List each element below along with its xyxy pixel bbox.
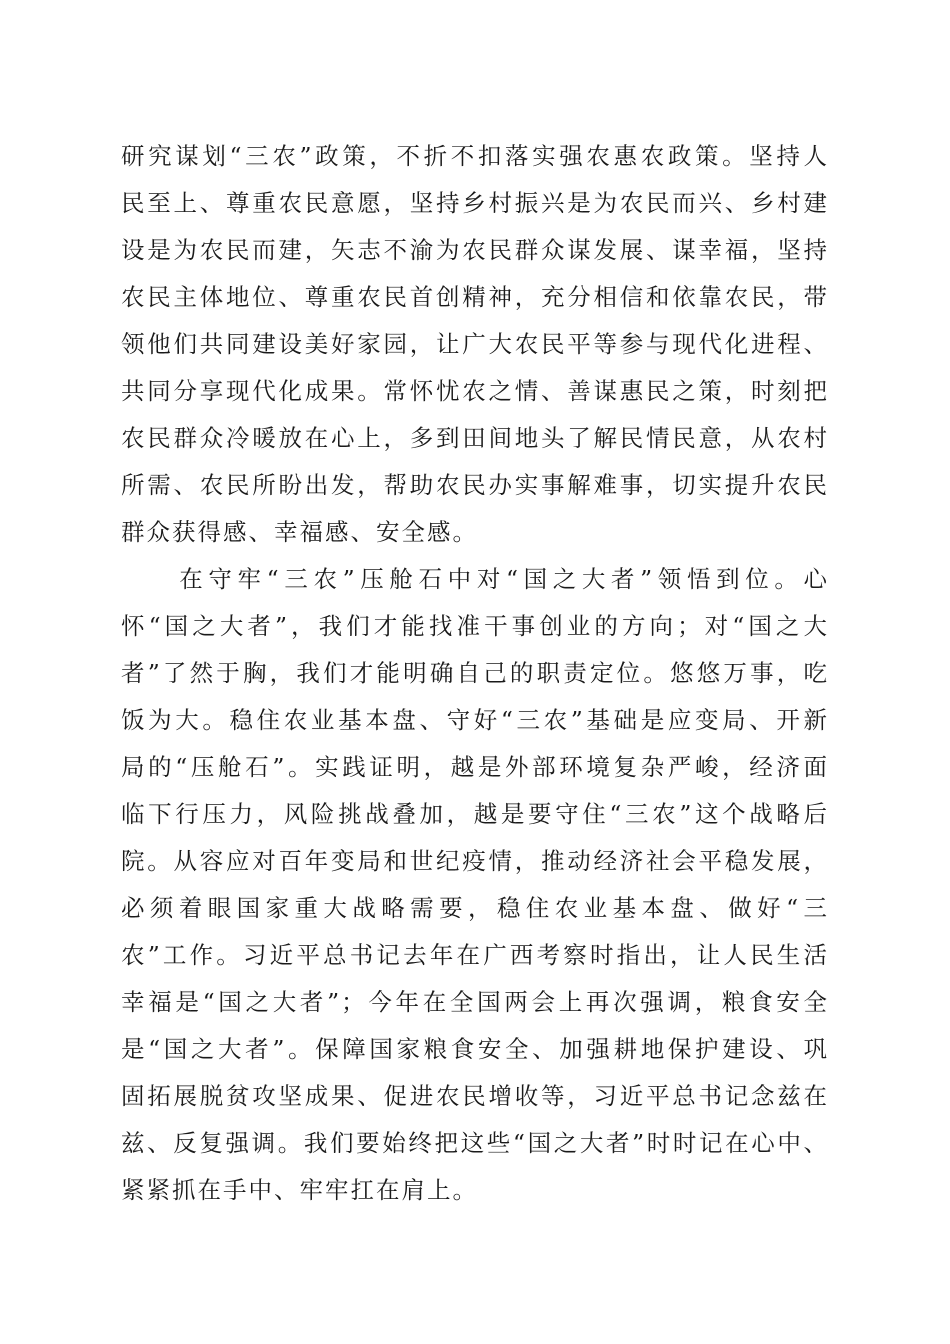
text-line: 局的“压舱石”。实践证明，越是外部环境复杂严峻，经济面 [121, 753, 829, 781]
text-line: 怀“国之大者”，我们才能找准干事创业的方向；对“国之大 [121, 612, 829, 640]
text-line: 在守牢“三农”压舱石中对“国之大者”领悟到位。心 [121, 565, 829, 593]
text-line: 幸福是“国之大者”；今年在全国两会上再次强调，粮食安全 [121, 988, 829, 1016]
text-line: 领他们共同建设美好家园，让广大农民平等参与现代化进程、 [121, 330, 829, 358]
text-line: 紧紧抓在手中、牢牢扛在肩上。 [121, 1176, 478, 1204]
text-line: 是“国之大者”。保障国家粮食安全、加强耕地保护建设、巩 [121, 1035, 829, 1063]
text-line: 农民群众冷暖放在心上，多到田间地头了解民情民意，从农村 [121, 424, 829, 452]
text-line: 民至上、尊重农民意愿，坚持乡村振兴是为农民而兴、乡村建 [121, 189, 829, 217]
text-line: 必须着眼国家重大战略需要，稳住农业基本盘、做好“三 [121, 894, 829, 922]
text-line: 设是为农民而建，矢志不渝为农民群众谋发展、谋幸福，坚持 [121, 236, 829, 264]
text-line: 兹、反复强调。我们要始终把这些“国之大者”时时记在心中、 [121, 1129, 829, 1157]
text-line: 饭为大。稳住农业基本盘、守好“三农”基础是应变局、开新 [121, 706, 829, 734]
text-line: 固拓展脱贫攻坚成果、促进农民增收等，习近平总书记念兹在 [121, 1082, 829, 1110]
document-body [121, 133, 829, 1214]
text-line: 研究谋划“三农”政策，不折不扣落实强农惠农政策。坚持人 [121, 142, 829, 170]
text-line: 者”了然于胸，我们才能明确自己的职责定位。悠悠万事，吃 [121, 659, 829, 687]
text-line: 临下行压力，风险挑战叠加，越是要守住“三农”这个战略后 [121, 800, 829, 828]
paragraph-2 [121, 556, 829, 1214]
text-line: 共同分享现代化成果。常怀忧农之情、善谋惠民之策，时刻把 [121, 377, 829, 405]
text-line: 群众获得感、幸福感、安全感。 [121, 518, 478, 546]
text-line: 所需、农民所盼出发，帮助农民办实事解难事，切实提升农民 [121, 471, 829, 499]
text-line: 农民主体地位、尊重农民首创精神，充分相信和依靠农民，带 [121, 283, 829, 311]
paragraph-1 [121, 133, 829, 556]
text-line: 院。从容应对百年变局和世纪疫情，推动经济社会平稳发展， [121, 847, 829, 875]
text-line: 农”工作。习近平总书记去年在广西考察时指出，让人民生活 [121, 941, 829, 969]
